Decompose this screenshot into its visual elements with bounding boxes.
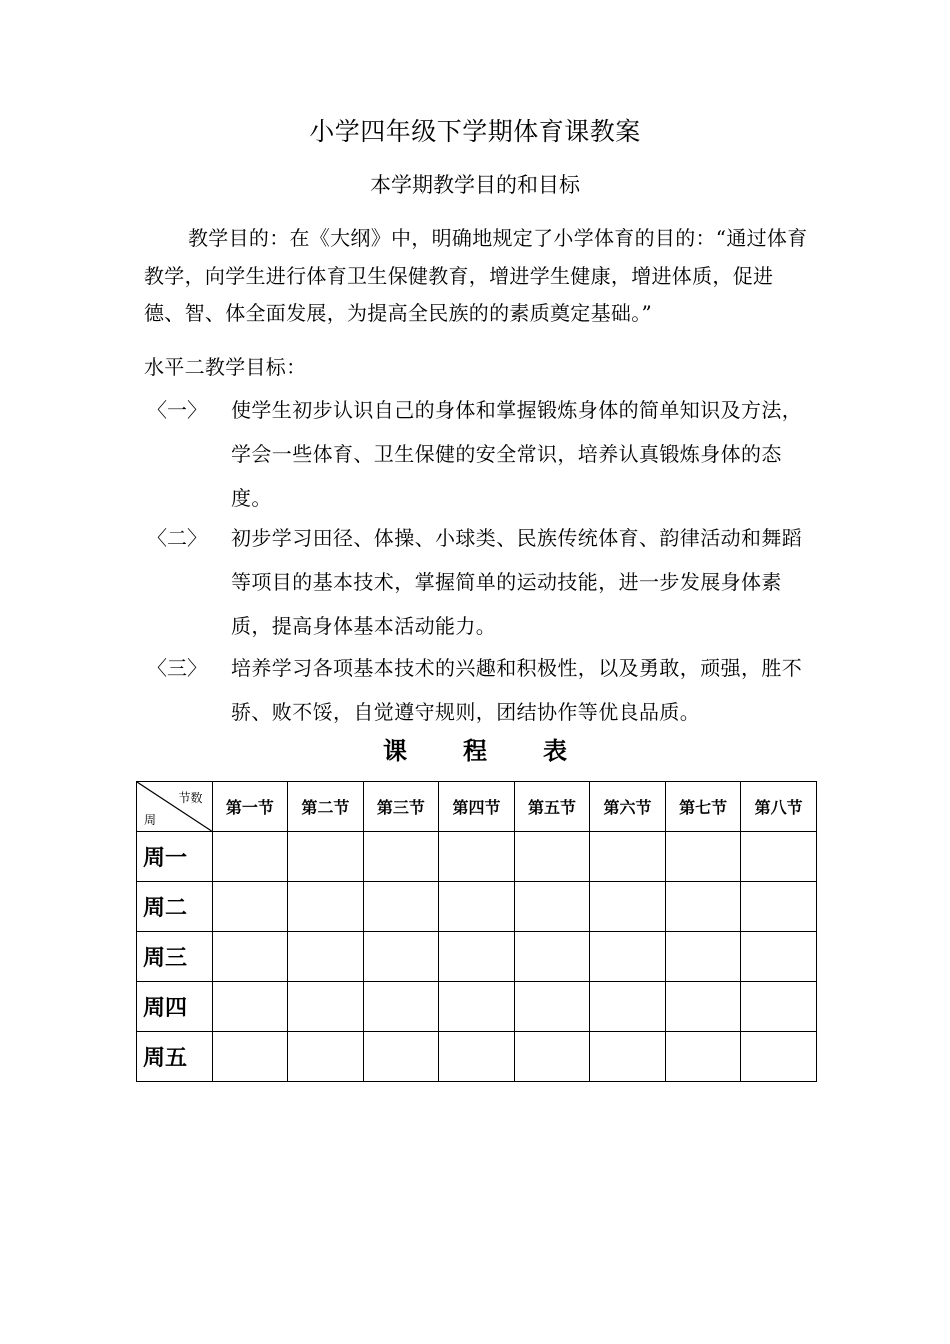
schedule-cell bbox=[665, 1032, 741, 1082]
schedule-cell bbox=[288, 982, 364, 1032]
schedule-cell bbox=[590, 932, 666, 982]
schedule-cell bbox=[288, 1032, 364, 1082]
document-subtitle: 本学期教学目的和目标 bbox=[370, 173, 580, 197]
table-row bbox=[137, 1032, 817, 1082]
schedule-table bbox=[136, 781, 817, 1082]
schedule-cell bbox=[212, 1032, 288, 1082]
schedule-cell bbox=[590, 832, 666, 882]
goal-item-1 bbox=[144, 388, 812, 520]
corner-label-periods: 节数 bbox=[178, 791, 203, 805]
schedule-cell bbox=[363, 932, 439, 982]
schedule-cell bbox=[212, 932, 288, 982]
schedule-cell bbox=[741, 882, 817, 932]
schedule-cell bbox=[514, 982, 590, 1032]
schedule-cell bbox=[514, 832, 590, 882]
schedule-cell bbox=[514, 882, 590, 932]
schedule-cell bbox=[665, 982, 741, 1032]
row-header: 周一 bbox=[137, 832, 213, 882]
schedule-cell bbox=[288, 932, 364, 982]
schedule-corner-cell bbox=[137, 782, 213, 832]
schedule-cell bbox=[439, 832, 515, 882]
row-header: 周三 bbox=[137, 932, 213, 982]
schedule-cell bbox=[439, 1032, 515, 1082]
purpose-paragraph bbox=[144, 220, 812, 333]
goal-text: 初步学习田径、体操、小球类、民族传统体育、韵律活动和舞蹈等项目的基本技术，掌握简单的运动技能，进一步发展身体素质，提高身体基本活动能力。 bbox=[231, 526, 803, 638]
goal-text: 培养学习各项基本技术的兴趣和积极性，以及勇敢，顽强，胜不骄、败不馁，自觉遵守规则，团结协作等优良品质。 bbox=[231, 656, 803, 724]
column-header: 第一节 bbox=[212, 782, 288, 832]
schedule-cell bbox=[363, 882, 439, 932]
schedule-cell bbox=[741, 1032, 817, 1082]
row-header: 周二 bbox=[137, 882, 213, 932]
column-header: 第三节 bbox=[363, 782, 439, 832]
schedule-cell bbox=[741, 932, 817, 982]
schedule-cell bbox=[288, 832, 364, 882]
table-row bbox=[137, 982, 817, 1032]
schedule-cell bbox=[212, 832, 288, 882]
schedule-cell bbox=[741, 982, 817, 1032]
goals-heading: 水平二教学目标： bbox=[144, 355, 307, 379]
schedule-cell bbox=[288, 882, 364, 932]
schedule-cell bbox=[665, 932, 741, 982]
goal-text: 使学生初步认识自己的身体和掌握锻炼身体的简单知识及方法，学会一些体育、卫生保健的安全常识，培养认真锻炼身体的态度。 bbox=[231, 398, 803, 510]
schedule-title-char: 课 bbox=[383, 737, 407, 765]
schedule-cell bbox=[590, 982, 666, 1032]
schedule-cell bbox=[212, 982, 288, 1032]
goal-item-3 bbox=[144, 646, 812, 734]
corner-label-week: 周 bbox=[144, 813, 157, 827]
column-header: 第七节 bbox=[665, 782, 741, 832]
column-header: 第八节 bbox=[741, 782, 817, 832]
column-header: 第四节 bbox=[439, 782, 515, 832]
goal-item-2 bbox=[144, 516, 812, 648]
table-row bbox=[137, 832, 817, 882]
table-row bbox=[137, 932, 817, 982]
schedule-cell bbox=[590, 882, 666, 932]
goal-number: 〈三〉 bbox=[147, 656, 207, 680]
schedule-cell bbox=[439, 982, 515, 1032]
schedule-cell bbox=[741, 832, 817, 882]
schedule-title-char: 程 bbox=[463, 737, 487, 765]
column-header: 第六节 bbox=[590, 782, 666, 832]
goal-number: 〈一〉 bbox=[147, 398, 207, 422]
schedule-title bbox=[0, 733, 950, 769]
row-header: 周四 bbox=[137, 982, 213, 1032]
schedule-cell bbox=[439, 932, 515, 982]
schedule-title-char: 表 bbox=[543, 737, 567, 765]
schedule-cell bbox=[363, 832, 439, 882]
purpose-text: 教学目的：在《大纲》中，明确地规定了小学体育的目的：“通过体育教学，向学生进行体育卫生保健教育，增进学生健康，增进体质，促进德、智、体全面发展，为提高全民族的的素质奠定基础。” bbox=[144, 226, 808, 325]
schedule-cell bbox=[212, 882, 288, 932]
document-title: 小学四年级下学期体育课教案 bbox=[309, 117, 641, 146]
schedule-cell bbox=[439, 882, 515, 932]
schedule-cell bbox=[665, 882, 741, 932]
table-row bbox=[137, 882, 817, 932]
schedule-header-row bbox=[137, 782, 817, 832]
schedule-cell bbox=[363, 982, 439, 1032]
row-header: 周五 bbox=[137, 1032, 213, 1082]
schedule-cell bbox=[514, 1032, 590, 1082]
schedule-cell bbox=[590, 1032, 666, 1082]
schedule-cell bbox=[363, 1032, 439, 1082]
schedule-cell bbox=[514, 932, 590, 982]
column-header: 第五节 bbox=[514, 782, 590, 832]
column-header: 第二节 bbox=[288, 782, 364, 832]
schedule-cell bbox=[665, 832, 741, 882]
goal-number: 〈二〉 bbox=[147, 526, 207, 550]
